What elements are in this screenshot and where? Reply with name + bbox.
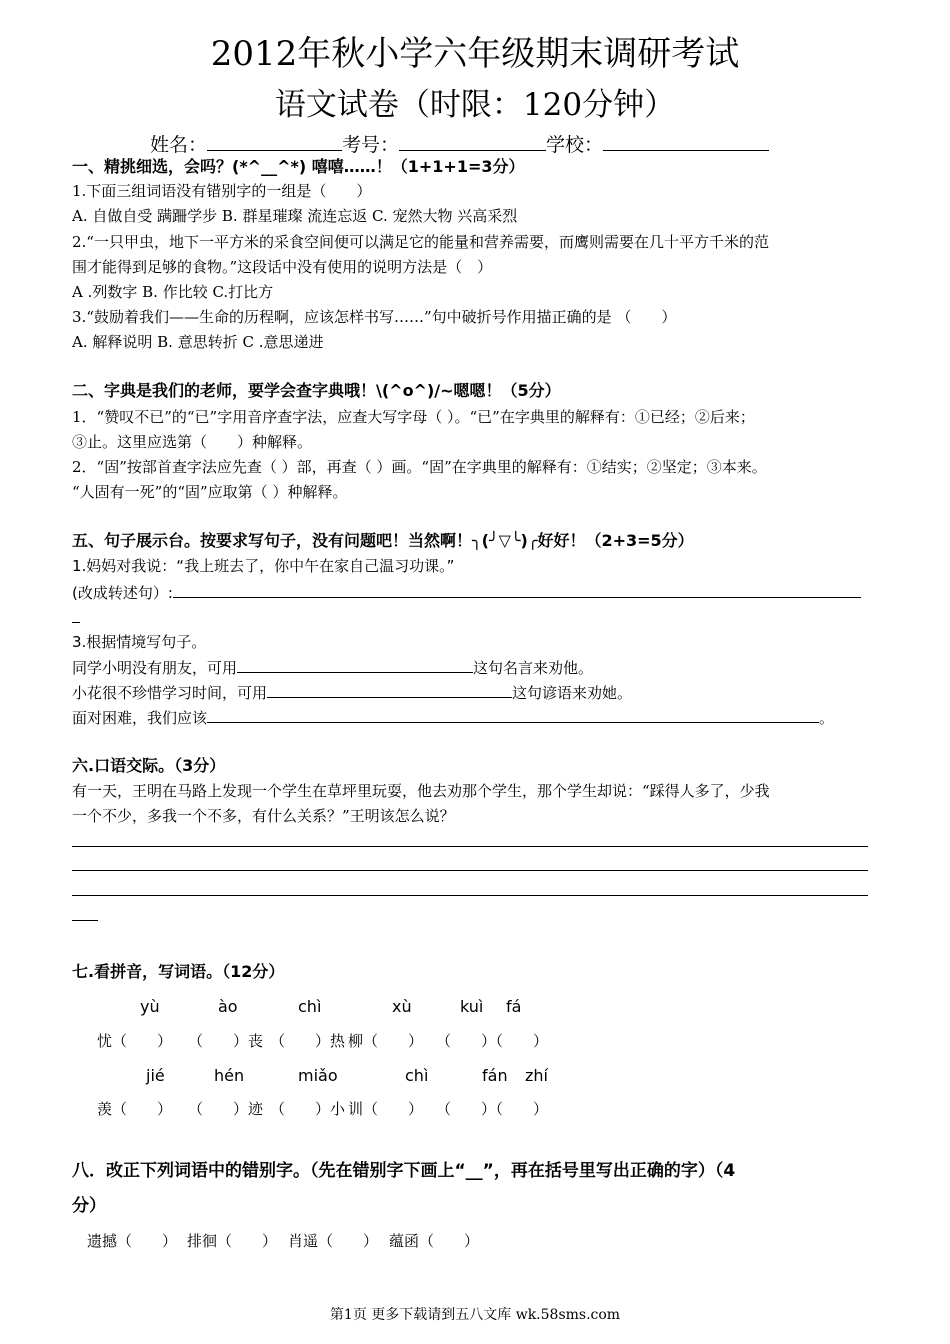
s2-question-2-line-2: “人固有一死”的“固”应取第（ ）种解释。 (72, 483, 348, 501)
continuation-blank[interactable] (72, 605, 80, 623)
s2-question-1-line-2: ③止。这里应选第（ ）种解释。 (72, 433, 313, 451)
section-6-heading: 六.口语交际。（3分） (72, 756, 226, 775)
s6-text-line-1: 有一天，王明在马路上发现一个学生在草坪里玩耍，他去劝那个学生，那个学生却说：“踩得人多了，少我 (72, 782, 770, 800)
section-2-heading: 二、字典是我们的老师，要学会查字典哦！\(^o^)/~嗯嗯！（5分） (72, 381, 561, 400)
name-blank[interactable] (207, 133, 342, 151)
pinyin-yu: yù (140, 997, 160, 1016)
s5-q3b-pre: 小花很不珍惜学习时间，可用 (72, 684, 268, 702)
pinyin-kui: kuì (460, 997, 484, 1016)
s5-q3b-post: 这句谚语来劝她。 (512, 684, 633, 702)
s5-q3a-pre: 同学小明没有朋友，可用 (72, 659, 238, 677)
word-box-xun[interactable]: 训（ ） (348, 1100, 424, 1118)
s6-text-line-2: 一个不少，多我一个不多，有什么关系？”王明该怎么说？ (72, 807, 455, 825)
s5-q3c-post: 。 (819, 709, 835, 727)
pinyin-hen: hén (214, 1066, 245, 1085)
s5-q3a-post: 这句名言来劝他。 (473, 659, 594, 677)
answer-line-1[interactable] (72, 846, 868, 847)
section-8-heading-line-1: 八．改正下列词语中的错别字。（先在错别字下画上“__”，再在括号里写出正确的字）（4 (72, 1161, 736, 1181)
section-5-heading: 五、句子展示台。按要求写句子，没有问题吧！当然啊！╮(╯▽╰)╭好好！（2+3=5分） (72, 531, 694, 550)
facing-difficulty-blank[interactable] (207, 705, 819, 723)
famous-quote-blank[interactable] (237, 655, 473, 673)
word-box-re[interactable]: （ ）热 (270, 1032, 346, 1050)
word-box-sang[interactable]: （ ）丧 (188, 1032, 264, 1050)
exam-no-blank[interactable] (399, 133, 546, 151)
pinyin-chi-2: chì (405, 1066, 429, 1085)
word-box-zhi[interactable]: （ ） (488, 1100, 549, 1118)
word-box-liu[interactable]: 柳（ ） (348, 1032, 424, 1050)
s5-question-3c-row (72, 705, 834, 730)
pinyin-xu: xù (392, 997, 412, 1016)
s5-question-3b-row (72, 680, 632, 705)
s5-q3c-pre: 面对困难，我们应该 (72, 709, 208, 727)
section-7-heading: 七.看拼音，写词语。（12分） (72, 962, 285, 981)
word-box-xiao[interactable]: （ ）小 (270, 1100, 346, 1118)
s2-question-2-line-1: 2．“固”按部首查字法应先查（ ）部，再查（ ）画。“固”在字典里的解释有：①结实；②坚定；③本来。 (72, 458, 767, 476)
reported-speech-blank[interactable] (173, 580, 861, 598)
s1-question-1-options: A. 自做自受 蹒跚学步 B. 群星璀璨 流连忘返 C. 宠然大物 兴高采烈 (72, 207, 518, 225)
exam-subtitle: 语文试卷（时限：120分钟） (274, 87, 676, 123)
pinyin-fa: fá (506, 997, 522, 1016)
word-box-xian[interactable]: 羡（ ） (97, 1100, 173, 1118)
pinyin-chi: chì (298, 997, 322, 1016)
word-box-kui[interactable]: （ ） (436, 1032, 497, 1050)
section-8-heading-line-2: 分） (72, 1196, 106, 1216)
answer-line-2[interactable] (72, 870, 868, 871)
exam-title: 2012年秋小学六年级期末调研考试 (210, 34, 740, 74)
s1-question-2-options: A .列数字 B. 作比较 C.打比方 (72, 283, 274, 301)
s2-question-1-line-1: 1．“赞叹不已”的“已”字用音序查字法，应查大写字母（ ）。“已”在字典里的解释有：①已经；②后来； (72, 408, 755, 426)
typo-item-1[interactable]: 遗撼（ ） (87, 1232, 178, 1250)
word-box-you[interactable]: 忧（ ） (97, 1032, 173, 1050)
word-box-ji[interactable]: （ ）迹 (188, 1100, 264, 1118)
name-label: 姓名： (150, 134, 208, 156)
school-label: 学校： (546, 134, 604, 156)
pinyin-fan: fán (482, 1066, 508, 1085)
pinyin-miao: miǎo (298, 1066, 338, 1085)
typo-item-2[interactable]: 排徊（ ） (187, 1232, 278, 1250)
s5-question-1-prompt: (改成转述句）: (72, 584, 173, 602)
s5-blank-continuation (72, 605, 80, 630)
s1-question-2-line-2: 围才能得到足够的食物。”这段话中没有使用的说明方法是（ ） (72, 258, 493, 276)
s5-question-1: 1.妈妈对我说：“我上班去了，你中午在家自己温习功课。” (72, 557, 455, 575)
school-blank[interactable] (603, 133, 769, 151)
s5-question-3: 3.根据情境写句子。 (72, 633, 207, 651)
s1-question-3-options: A. 解释说明 B. 意思转折 C .意思递进 (72, 333, 324, 351)
word-box-fa[interactable]: （ ） (488, 1032, 549, 1050)
answer-line-4[interactable] (72, 920, 98, 921)
pinyin-jie: jié (146, 1066, 165, 1085)
s1-question-2-line-1: 2.“一只甲虫，地下一平方米的采食空间便可以满足它的能量和营养需要，而鹰则需要在几十平方千米的范 (72, 233, 769, 251)
word-box-fan[interactable]: （ ） (436, 1100, 497, 1118)
s1-question-1: 1.下面三组词语没有错别字的一组是（ ） (72, 182, 372, 200)
s5-question-3a-row (72, 655, 593, 680)
typo-item-3[interactable]: 肖遥（ ） (288, 1232, 379, 1250)
typo-item-4[interactable]: 蕴函（ ） (389, 1232, 480, 1250)
pinyin-ao: ào (218, 997, 238, 1016)
page-footer: 第1页 更多下载请到五八文库 wk.58sms.com (329, 1307, 621, 1323)
s1-question-3: 3.“鼓励着我们——生命的历程啊，应该怎样书写……”句中破折号作用描正确的是 （ ） (72, 308, 677, 326)
proverb-blank[interactable] (267, 680, 512, 698)
section-1-heading: 一、精挑细选，会吗？(*^__^*) 嘻嘻……！（1+1+1=3分） (72, 157, 525, 176)
answer-line-3[interactable] (72, 895, 868, 896)
pinyin-zhi: zhí (525, 1066, 548, 1085)
exam-no-label: 考号： (342, 134, 400, 156)
s5-question-1-prompt-row (72, 580, 861, 605)
